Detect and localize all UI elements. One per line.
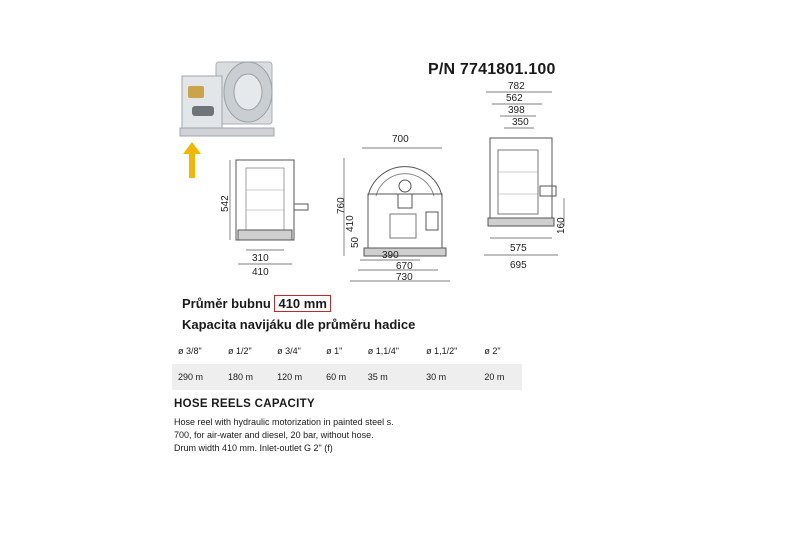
- description-line: Hose reel with hydraulic motorization in painted steel s.: [174, 417, 394, 427]
- dim-height-front: 760: [336, 197, 347, 214]
- dim-350: 350: [512, 117, 529, 128]
- length-cell: 290 m: [172, 364, 224, 390]
- drum-value: 410 mm: [274, 295, 330, 312]
- length-cell: 30 m: [422, 364, 480, 390]
- table-row: [172, 364, 522, 390]
- table-row: [172, 338, 522, 364]
- dim-562: 562: [506, 93, 523, 104]
- dim-398: 398: [508, 105, 525, 116]
- diameter-cell: ø 2": [480, 338, 522, 364]
- length-cell: 35 m: [364, 364, 422, 390]
- dim-side-160: 160: [556, 217, 567, 234]
- dim-left-inner: 410: [345, 215, 356, 232]
- diameter-cell: ø 1/2": [224, 338, 273, 364]
- dim-total-end: 782: [508, 81, 525, 92]
- dim-base-inner: 390: [382, 250, 399, 261]
- length-cell: 20 m: [480, 364, 522, 390]
- section-title: HOSE REELS CAPACITY: [174, 398, 315, 410]
- diameter-cell: ø 1,1/4": [364, 338, 422, 364]
- dim-width-top-left: 310: [252, 253, 269, 264]
- dim-base-mid: 670: [396, 261, 413, 272]
- description-line: 700, for air-water and diesel, 20 bar, without hose.: [174, 430, 374, 440]
- length-cell: 120 m: [273, 364, 322, 390]
- part-number: P/N 7741801.100: [428, 61, 556, 78]
- diameter-cell: ø 1,1/2": [422, 338, 480, 364]
- dim-left-low: 50: [350, 236, 361, 248]
- diameter-cell: ø 3/8": [172, 338, 224, 364]
- diameter-cell: ø 1": [322, 338, 364, 364]
- description-line: Drum width 410 mm. Inlet-outlet G 2" (f): [174, 443, 333, 453]
- dim-height-left: 542: [220, 195, 231, 212]
- arrow-shape: [183, 142, 201, 178]
- product-photo: [178, 54, 278, 142]
- inlet-arrow-icon: [183, 142, 201, 178]
- drum-diameter-heading: [182, 296, 331, 311]
- description: [174, 416, 474, 455]
- end-view-drawing: [470, 78, 570, 278]
- capacity-table: [172, 338, 522, 390]
- length-cell: 180 m: [224, 364, 273, 390]
- front-view-drawing: [330, 128, 460, 288]
- dim-base-total: 730: [396, 272, 413, 283]
- side-view-drawing: [218, 150, 318, 280]
- drum-label: Průměr bubnu: [182, 296, 271, 311]
- dim-575: 575: [510, 243, 527, 254]
- length-cell: 60 m: [322, 364, 364, 390]
- dim-width-front: 700: [392, 134, 409, 145]
- dim-width-bottom-left: 410: [252, 267, 269, 278]
- diameter-cell: ø 3/4": [273, 338, 322, 364]
- capacity-heading: Kapacita navijáku dle průměru hadice: [182, 317, 416, 332]
- dim-695: 695: [510, 260, 527, 271]
